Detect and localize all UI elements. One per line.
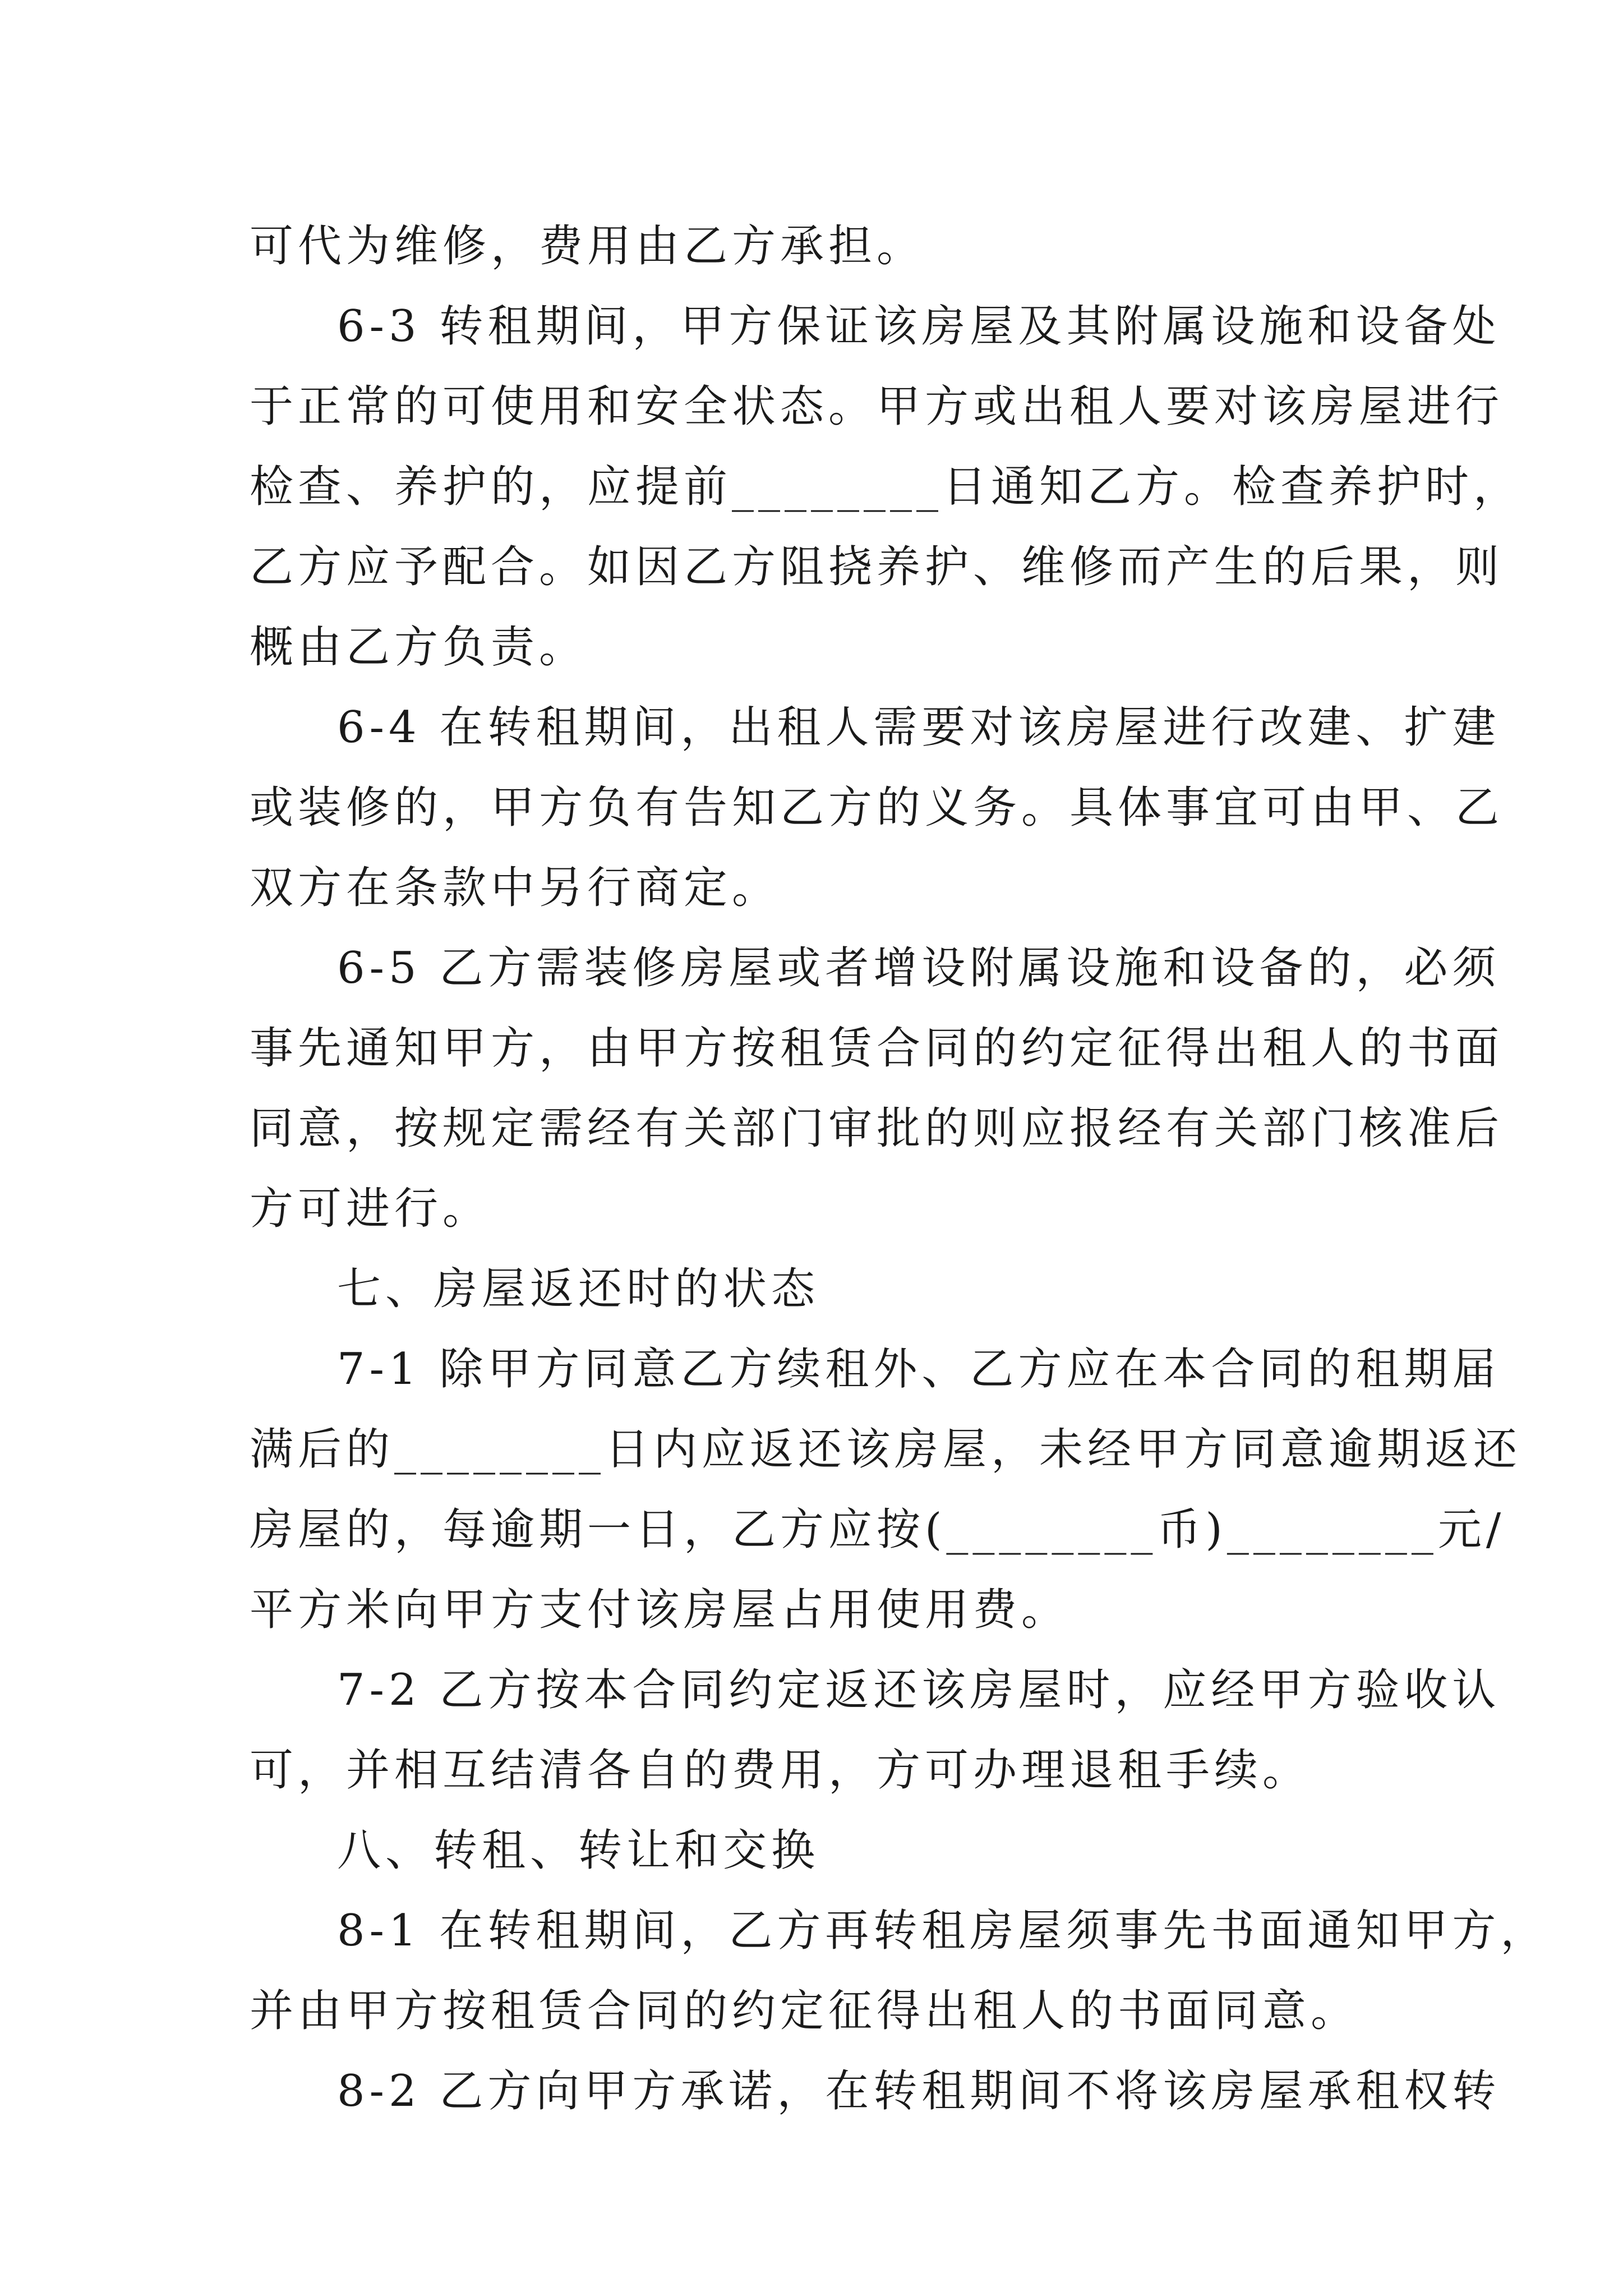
text-line: 方可进行。	[250, 1184, 491, 1234]
text-line: 检查、养护的，应提前________日通知乙方。检查养护时，	[250, 462, 1522, 512]
text-line: 八、转租、转让和交换	[337, 1825, 820, 1876]
text-line: 6-4 在转租期间，出租人需要对该房屋进行改建、扩建	[337, 702, 1501, 753]
text-line: 概由乙方负责。	[250, 622, 588, 673]
text-line: 乙方应予配合。如因乙方阻挠养护、维修而产生的后果，则	[250, 542, 1504, 592]
text-line: 可，并相互结清各自的费用，方可办理退租手续。	[250, 1745, 1311, 1796]
document-body	[250, 206, 1549, 2132]
text-line: 双方在条款中另行商定。	[250, 863, 781, 913]
text-line: 6-3 转租期间，甲方保证该房屋及其附属设施和设备处	[337, 301, 1501, 352]
text-line: 于正常的可使用和安全状态。甲方或出租人要对该房屋进行	[250, 381, 1504, 432]
text-line: 并由甲方按租赁合同的约定征得出租人的书面同意。	[250, 1986, 1359, 2036]
text-line: 8-1 在转租期间，乙方再转租房屋须事先书面通知甲方，	[337, 1906, 1549, 1956]
text-line: 8-2 乙方向甲方承诺，在转租期间不将该房屋承租权转	[337, 2066, 1501, 2116]
text-line: 7-1 除甲方同意乙方续租外、乙方应在本合同的租期届	[337, 1344, 1501, 1395]
text-line: 或装修的，甲方负有告知乙方的义务。具体事宜可由甲、乙	[250, 783, 1504, 833]
text-line: 同意，按规定需经有关部门审批的则应报经有关部门核准后	[250, 1103, 1504, 1154]
text-line: 七、房屋返还时的状态	[337, 1264, 820, 1314]
text-line: 房屋的，每逾期一日，乙方应按(________币)________元/	[250, 1504, 1506, 1555]
text-line: 6-5 乙方需装修房屋或者增设附属设施和设备的，必须	[337, 943, 1501, 993]
text-line: 满后的________日内应返还该房屋，未经甲方同意逾期返还	[250, 1424, 1522, 1475]
text-line: 事先通知甲方，由甲方按租赁合同的约定征得出租人的书面	[250, 1023, 1504, 1074]
text-line: 7-2 乙方按本合同约定返还该房屋时，应经甲方验收认	[337, 1665, 1501, 1715]
text-line: 可代为维修，费用由乙方承担。	[250, 221, 925, 272]
text-line: 平方米向甲方支付该房屋占用使用费。	[250, 1585, 1070, 1635]
